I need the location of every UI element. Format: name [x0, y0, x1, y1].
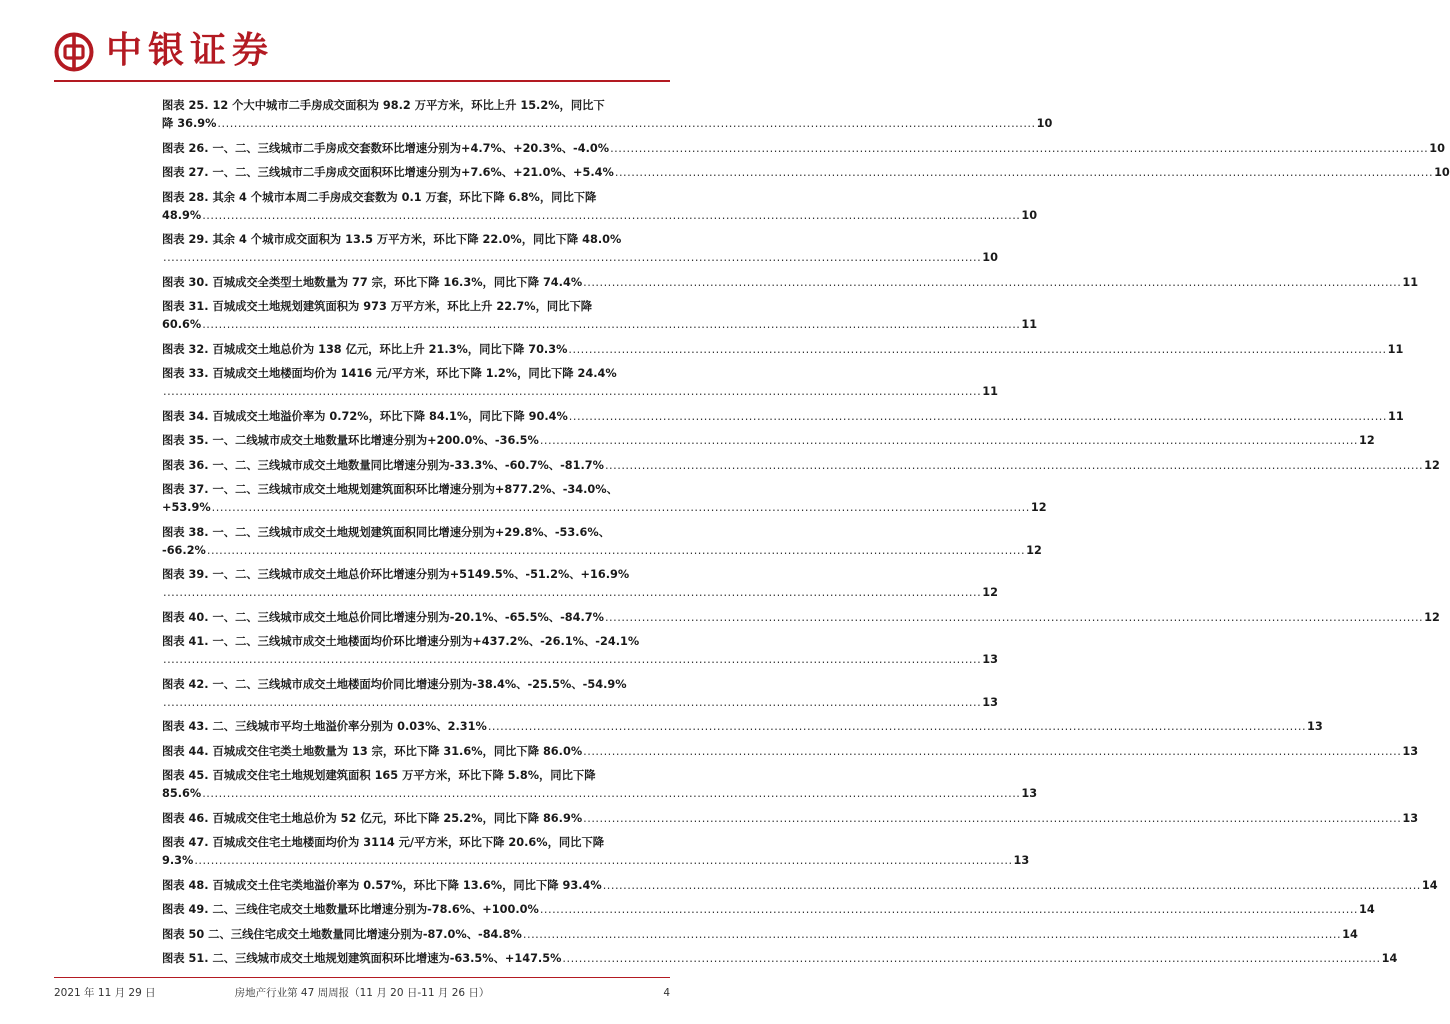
toc-entry-text: 图表 42. 一、二、三线城市成交土地楼面均价同比增速分别为-38.4%、-25.5%、-54.9% [162, 677, 627, 691]
table-of-contents [162, 97, 1450, 975]
toc-entry-text: 图表 37. 一、二、三线城市成交土地规划建筑面积环比增速分别为+877.2%、-34.0%、 [162, 483, 618, 496]
toc-entry-text: 图表 41. 一、二、三线城市成交土地楼面均价环比增速分别为+437.2%、-26.1%、-24.1% [162, 635, 640, 648]
toc-entry[interactable] [162, 834, 1030, 870]
toc-entry-text: 图表 33. 百城成交土地楼面均价为 1416 元/平方米，环比下降 1.2%，同比下降 24.4% [162, 367, 617, 380]
toc-dot-leader: ........................................................................................................................................................................................................ [487, 720, 1307, 733]
footer-divider [54, 977, 670, 978]
toc-dot-leader: ........................................................................................................................................................................................................ [202, 318, 1021, 331]
toc-dot-leader: ........................................................................................................................................................................................................ [583, 744, 1402, 758]
toc-entry[interactable] [162, 481, 1047, 517]
toc-entry[interactable] [162, 432, 1375, 450]
toc-entry-text: 图表 40. 一、二、三线城市成交土地总价同比增速分别为-20.1%、-65.5%、-84.7% [162, 610, 604, 624]
toc-entry-text: 图表 39. 一、二、三线城市成交土地总价环比增速分别为+5149.5%、-51.2%、+16.9% [162, 568, 630, 581]
toc-entry-text: 9.3% [162, 854, 194, 867]
toc-entry-text: 图表 36. 一、二、三线城市成交土地数量同比增速分别为-33.3%、-60.7%、-81.7% [162, 458, 604, 472]
toc-dot-leader: ........................................................................................................................................................................................................ [539, 903, 1359, 916]
toc-dot-leader: ........................................................................................................................................................................................................ [211, 501, 1030, 514]
toc-dot-leader: ........................................................................................................................................................................................................ [163, 653, 982, 666]
toc-entry[interactable] [162, 950, 1398, 968]
toc-entry-text: 图表 49. 二、三线住宅成交土地数量环比增速分别为-78.6%、+100.0% [162, 903, 539, 916]
toc-dot-leader: ........................................................................................................................................................................................................ [217, 117, 1036, 130]
toc-dot-leader: ........................................................................................................................................................................................................ [583, 275, 1402, 289]
toc-entry-text: 图表 29. 其余 4 个城市成交面积为 13.5 万平方米，环比下降 22.0%，同比下降 48.0% [162, 233, 622, 246]
toc-entry[interactable] [162, 767, 1038, 803]
toc-entry-text: 60.6% [162, 318, 202, 331]
toc-page-number: 11 [982, 385, 998, 398]
toc-entry[interactable] [162, 231, 998, 267]
toc-entry-text: 图表 30. 百城成交全类型土地数量为 77 宗，环比下降 16.3%，同比下降 74.4% [162, 275, 583, 289]
page-footer [54, 984, 670, 1002]
toc-page-number: 13 [1021, 787, 1038, 800]
toc-entry-text: 图表 27. 一、二、三线城市二手房成交面积环比增速分别为+7.6%、+21.0%、+5.4% [162, 166, 614, 179]
toc-page-number: 12 [982, 586, 998, 599]
toc-page-number: 10 [1036, 117, 1053, 130]
toc-entry[interactable] [162, 718, 1323, 736]
toc-entry-text: 图表 25. 12 个大中城市二手房成交面积为 98.2 万平方米，环比上升 15.2%，同比下 [162, 99, 605, 112]
toc-page-number: 13 [1402, 744, 1419, 758]
toc-entry-text: 图表 38. 一、二、三线城市成交土地规划建筑面积同比增速分别为+29.8%、-53.6%、 [162, 525, 611, 539]
toc-page-number: 11 [1388, 409, 1404, 423]
toc-entry-text: -66.2% [162, 543, 206, 557]
toc-page-number: 12 [1424, 458, 1440, 472]
toc-dot-leader: ........................................................................................................................................................................................................ [568, 342, 1387, 356]
toc-entry-text: 图表 32. 百城成交土地总价为 138 亿元，环比上升 21.3%，同比下降 70.3% [162, 342, 568, 356]
toc-entry-text: 图表 47. 百城成交住宅土地楼面均价为 3114 元/平方米，环比下降 20.6%，同比下降 [162, 836, 605, 849]
toc-entry-text: 85.6% [162, 787, 202, 800]
toc-dot-leader: ........................................................................................................................................................................................................ [163, 251, 982, 264]
toc-dot-leader: ........................................................................................................................................................................................................ [562, 952, 1381, 965]
toc-entry-text: 图表 31. 百城成交土地规划建筑面积为 973 万平方米，环比上升 22.7%，同比下降 [162, 300, 593, 313]
toc-entry-text: 图表 28. 其余 4 个城市本周二手房成交套数为 0.1 万套，环比下降 6.8%，同比下降 [162, 190, 597, 204]
toc-page-number: 13 [982, 653, 998, 666]
toc-page-number: 12 [1424, 610, 1440, 624]
toc-entry[interactable] [162, 743, 1419, 761]
toc-page-number: 13 [1013, 854, 1030, 867]
toc-entry-text: 图表 48. 百城成交土住宅类地溢价率为 0.57%，环比下降 13.6%，同比下降 93.4% [162, 878, 602, 892]
toc-entry-text: 图表 44. 百城成交住宅类土地数量为 13 宗，环比下降 31.6%，同比下降 86.0% [162, 744, 583, 758]
toc-entry[interactable] [162, 926, 1358, 944]
toc-entry-text: 图表 46. 百城成交住宅土地总价为 52 亿元，环比下降 25.2%，同比下降 86.9% [162, 811, 583, 825]
toc-entry[interactable] [162, 408, 1404, 426]
toc-dot-leader: ........................................................................................................................................................................................................ [163, 586, 982, 599]
toc-dot-leader: ........................................................................................................................................................................................................ [194, 854, 1013, 867]
toc-page-number: 11 [1387, 342, 1404, 356]
report-date: 2021 年 11 月 29 日 [54, 987, 156, 999]
toc-page-number: 10 [1021, 208, 1038, 222]
toc-entry[interactable] [162, 189, 1038, 225]
toc-entry-text: 图表 50 二、三线住宅成交土地数量同比增速分别为-87.0%、-84.8% [162, 927, 522, 941]
toc-dot-leader: ........................................................................................................................................................................................................ [202, 208, 1021, 222]
toc-entry-text: 图表 26. 一、二、三线城市二手房成交套数环比增速分别为+4.7%、+20.3%、-4.0% [162, 141, 610, 155]
toc-entry-text: 图表 51. 二、三线城市成交土地规划建筑面积环比增速为-63.5%、+147.5% [162, 952, 562, 965]
toc-page-number: 11 [1402, 275, 1419, 289]
toc-entry[interactable] [162, 341, 1404, 359]
toc-page-number: 12 [1359, 434, 1375, 447]
toc-dot-leader: ........................................................................................................................................................................................................ [568, 409, 1387, 423]
toc-page-number: 14 [1359, 903, 1375, 916]
toc-page-number: 13 [982, 695, 998, 709]
toc-entry-text: 图表 34. 百城成交土地溢价率为 0.72%，环比下降 84.1%，同比下降 90.4% [162, 409, 568, 423]
toc-entry[interactable] [162, 457, 1440, 475]
toc-entry[interactable] [162, 676, 998, 712]
header-divider [54, 80, 670, 82]
toc-page-number: 14 [1342, 927, 1358, 941]
toc-entry[interactable] [162, 140, 1446, 158]
toc-page-number: 14 [1381, 952, 1398, 965]
toc-dot-leader: ........................................................................................................................................................................................................ [604, 610, 1424, 624]
toc-page-number: 10 [1434, 166, 1450, 179]
toc-dot-leader: ........................................................................................................................................................................................................ [604, 458, 1424, 472]
toc-dot-leader: ........................................................................................................................................................................................................ [610, 141, 1429, 155]
toc-page-number: 13 [1402, 811, 1419, 825]
toc-entry[interactable] [162, 901, 1375, 919]
toc-dot-leader: ........................................................................................................................................................................................................ [202, 787, 1021, 800]
toc-entry[interactable] [162, 566, 998, 602]
toc-entry[interactable] [162, 298, 1038, 334]
toc-entry-text: +53.9% [162, 501, 211, 514]
toc-entry[interactable] [162, 633, 998, 669]
toc-dot-leader: ........................................................................................................................................................................................................ [206, 543, 1026, 557]
toc-dot-leader: ........................................................................................................................................................................................................ [583, 811, 1402, 825]
toc-entry-text: 图表 35. 一、二线城市成交土地数量环比增速分别为+200.0%、-36.5% [162, 434, 539, 447]
toc-entry-text: 图表 43. 二、三线城市平均土地溢价率分别为 0.03%、2.31% [162, 720, 487, 733]
toc-dot-leader: ........................................................................................................................................................................................................ [163, 385, 982, 398]
toc-entry-text: 48.9% [162, 208, 202, 222]
toc-entry[interactable] [162, 524, 1042, 560]
toc-page-number: 13 [1307, 720, 1323, 733]
toc-entry[interactable] [162, 164, 1450, 182]
page-number: 4 [663, 987, 670, 999]
toc-entry[interactable] [162, 274, 1419, 292]
toc-dot-leader: ........................................................................................................................................................................................................ [602, 878, 1421, 892]
toc-dot-leader: ........................................................................................................................................................................................................ [539, 434, 1359, 447]
company-logo-text: 中银证券 [106, 29, 275, 71]
toc-entry-text: 图表 45. 百城成交住宅土地规划建筑面积 165 万平方米，环比下降 5.8%，同比下降 [162, 769, 596, 782]
toc-page-number: 12 [1030, 501, 1047, 514]
toc-page-number: 12 [1026, 543, 1042, 557]
bank-of-china-logo-icon [54, 32, 94, 72]
page-header [0, 0, 724, 96]
toc-entry[interactable] [162, 810, 1419, 828]
toc-page-number: 10 [982, 251, 998, 264]
report-title: 房地产行业第 47 周周报（11 月 20 日-11 月 26 日） [234, 987, 490, 999]
toc-page-number: 14 [1421, 878, 1438, 892]
toc-dot-leader: ........................................................................................................................................................................................................ [614, 166, 1434, 179]
toc-entry[interactable] [162, 97, 1053, 133]
toc-page-number: 10 [1429, 141, 1446, 155]
toc-entry[interactable] [162, 365, 998, 401]
toc-entry[interactable] [162, 609, 1440, 627]
toc-entry-text: 降 36.9% [162, 117, 217, 130]
toc-dot-leader: ........................................................................................................................................................................................................ [163, 695, 982, 709]
toc-dot-leader: ........................................................................................................................................................................................................ [522, 927, 1342, 941]
toc-entry[interactable] [162, 877, 1438, 895]
toc-page-number: 11 [1021, 318, 1038, 331]
